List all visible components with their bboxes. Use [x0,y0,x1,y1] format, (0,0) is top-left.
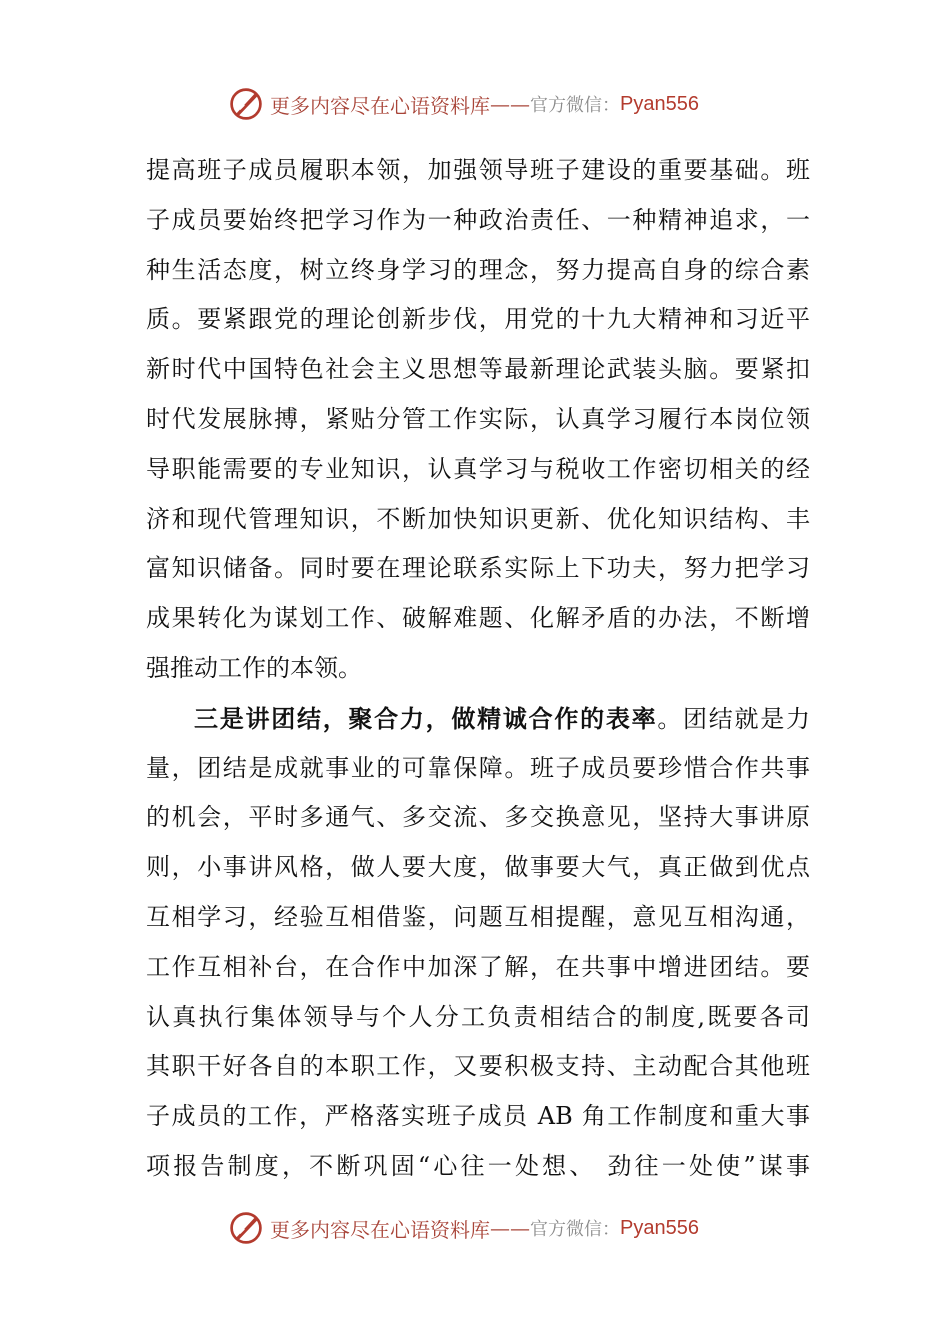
section-line: 项报告制度，不断巩固“心往一处想、 劲往一处使”谋事 [146,1151,810,1180]
body-line: 新时代中国特色社会主义思想等最新理论武装头脑。要紧扣 [146,355,810,384]
body-line: 质。要紧跟党的理论创新步伐，用党的十九大精神和习近平 [146,305,810,334]
body-line: 济和现代管理知识，不断加快知识更新、优化知识结构、丰 [146,504,810,533]
quill-logo-icon [228,1210,264,1246]
body-line: 成果转化为谋划工作、破解难题、化解矛盾的办法，不断增 [146,604,810,633]
banner-brand: 更多内容尽在心语资料库 [270,1217,490,1242]
banner-wechat-id: Pyan556 [620,1216,699,1239]
body-line: 提高班子成员履职本领，加强领导班子建设的重要基础。班 [146,156,810,184]
body-line: 强推动工作的本领。 [146,653,362,682]
body-line: 时代发展脉搏，紧贴分管工作实际，认真学习履行本岗位领 [146,404,810,433]
section-first-line [146,694,810,744]
body-line: 子成员要始终把学习作为一种政治责任、一种精神追求，一 [146,205,810,234]
section-first-tail: 。团结就是力 [657,704,811,733]
body-line: 导职能需要的专业知识，认真学习与税收工作密切相关的经 [146,454,810,483]
banner-official-label: 官方微信： [530,1219,620,1240]
document-body [146,146,810,1192]
banner-brand: 更多内容尽在心语资料库 [270,93,490,118]
body-line: 种生活态度，树立终身学习的理念，努力提高自身的综合素 [146,255,810,284]
banner-separator: —— [490,1216,530,1240]
section-line: 子成员的工作，严格落实班子成员 AB 角工作制度和重大事 [146,1102,810,1131]
section-line: 工作互相补台，在合作中加深了解，在共事中增进团结。要 [146,952,810,981]
section-heading: 三是讲团结，聚合力，做精诚合作的表率 [194,703,658,733]
section-line: 量，团结是成就事业的可靠保障。班子成员要珍惜合作共事 [146,753,810,782]
banner-separator: —— [490,92,530,116]
section-line: 互相学习，经验互相借鉴，问题互相提醒，意见互相沟通， [146,902,810,931]
section-line: 认真执行集体领导与个人分工负责相结合的制度,既要各司 [146,1002,810,1031]
header-watermark-banner [228,84,748,124]
banner-wechat-id: Pyan556 [620,92,699,115]
section-line: 的机会，平时多通气、多交流、多交换意见，坚持大事讲原 [146,803,810,832]
quill-logo-icon [228,86,264,122]
section-line: 则，小事讲风格，做人要大度，做事要大气，真正做到优点 [146,853,810,882]
banner-official-label: 官方微信： [530,95,620,116]
body-line: 富知识储备。同时要在理论联系实际上下功夫，努力把学习 [146,554,810,583]
section-line: 其职干好各自的本职工作，又要积极支持、主动配合其他班 [146,1052,810,1081]
footer-watermark-banner [228,1208,748,1248]
